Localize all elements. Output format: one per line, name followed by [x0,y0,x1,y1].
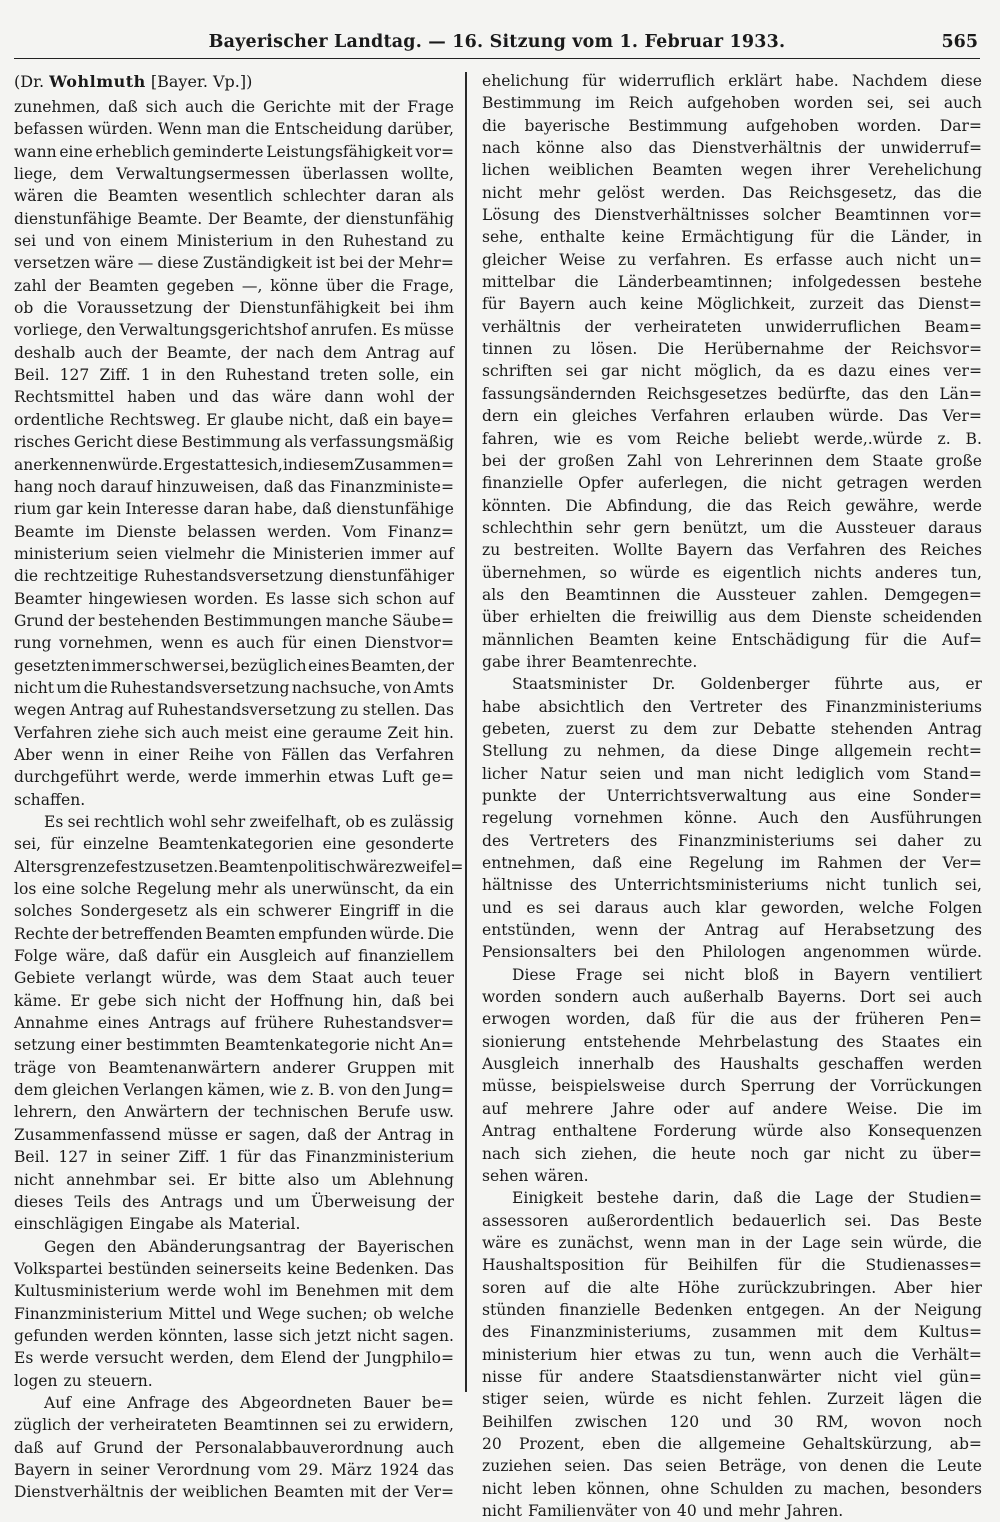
text-line: fassungsändernden Reichsgesetzes bedürfte, das den Län= [482,384,982,403]
text-line: Beamte im Dienste belassen werden. Vom Finanz= [14,522,454,541]
text-line: gefunden werden könnten, lasse sich jetzt nicht sagen. [14,1326,454,1345]
text-line: Rechte der betreffenden Beamten empfunden würde. Die [14,924,454,943]
text-line: Ausgleich innerhalb des Haushalts geschaffen werden [482,1055,982,1074]
text-line: zahl der Beamten gegeben —, könne über die Frage, [14,276,454,295]
speaker-name: Wohlmuth [49,72,146,91]
text-line: versetzen wäre — diese Zuständigkeit ist bei der Mehr= [14,254,454,273]
text-line: Folge wäre, daß dafür ein Ausgleich auf finanziellem [14,947,454,966]
text-line: Finanzministerium Mittel und Wege suchen; ob welche [14,1304,454,1323]
left-column-text [14,96,464,1504]
text-line: assessoren außerordentlich bedauerlich sei. Das Beste [482,1211,982,1230]
text-line: Altersgrenze festzusetzen. Beamtenpolitisch wäre zweifel= [14,857,464,876]
text-line: schaffen. [14,790,86,809]
text-line: ordentliche Rechtsweg. Er glaube nicht, daß ein baye= [14,410,454,429]
text-line: des Vertreters des Finanzministeriums sei daher zu [482,831,982,850]
text-line: bei der großen Zahl von Lehrerinnen dem Staate große [482,451,982,470]
text-line: hältnisse des Unterrichtsministeriums nicht tunlich sei, [482,876,982,895]
text-line: zunehmen, daß sich auch die Gerichte mit der Frage [14,98,454,116]
text-line: zuziehen seien. Das seien Beträge, von denen die Leute [482,1457,982,1476]
text-line: Grund der bestehenden Bestimmungen manche Säube= [14,611,454,630]
text-line: die bayerische Bestimmung aufgehoben worden. Dar= [482,116,982,135]
text-line: tinnen zu lösen. Die Herübernahme der Reichsvor= [482,340,982,359]
column-divider [465,72,467,1392]
text-line: einschlägigen Eingabe als Material. [14,1215,301,1234]
text-line: Antrag enthaltene Forderung würde also Konsequenzen [482,1122,982,1141]
speaker-open: (Dr. [14,72,45,91]
running-header [14,30,980,59]
text-line: Einigkeit bestehe darin, daß die Lage der Studien= [512,1189,982,1208]
text-line: befassen würden. Wenn man die Entscheidung darüber, [14,120,454,139]
text-line: Zusammenfassend müsse er sagen, daß der Antrag in [14,1125,454,1144]
page-number: 565 [941,32,978,52]
text-line: nicht mehr gelöst werden. Das Reichsgesetz, das die [482,183,982,202]
text-line: anerkennen würde. Er gestatte sich, in diesem Zusammen= [14,455,454,474]
text-line: Staatsminister Dr. Goldenberger führte aus, er [512,675,982,694]
text-line: soren auf die alte Höhe zurückzubringen. Aber hier [482,1278,982,1297]
text-line: lehrern, den Anwärtern der technischen Berufe usw. [14,1103,454,1122]
text-line: Bayern in seiner Verordnung vom 29. März 1924 das [14,1460,454,1479]
text-line: zu bestreiten. Wollte Bayern das Verfahren des Reiches [482,541,982,560]
text-line: über erhielten die freiwillig aus dem Dienste scheidenden [482,608,982,627]
text-line: Es sei rechtlich wohl sehr zweifelhaft, ob es zulässig [44,813,454,831]
text-line: habe absichtlich den Vertreter des Finanzministeriums [482,697,982,716]
text-line: züglich der verheirateten Beamtinnen sei zu erwidern, [14,1416,454,1435]
text-line: ministerium seien vielmehr die Ministerien immer auf [14,544,454,563]
text-line: deshalb auch der Beamte, der nach dem Antrag auf [14,343,454,362]
text-line: übernehmen, so würde es eigentlich nichts anderes tun, [482,563,982,582]
text-line: stünden finanzielle Bedenken entgegen. An der Neigung [482,1300,982,1319]
text-line: nicht Familienväter von 40 und mehr Jahren. [482,1502,844,1520]
text-line: gesetzten immer schwer sei, bezüglich eines Beamten, der [14,656,454,675]
text-line: Diese Frage sei nicht bloß in Bayern ventiliert [512,965,982,984]
text-line: nach sich ziehen, die heute noch gar nicht zu über= [482,1144,982,1163]
header-title: Bayerischer Landtag. — 16. Sitzung vom 1. Februar 1933. [208,32,786,52]
text-line: Beihilfen zwischen 120 und 30 RM, wovon noch [482,1412,982,1431]
text-line: Lösung des Dienstverhältnisses solcher Beamtinnen vor= [482,206,982,225]
text-line: ministerium hier etwas zu tun, wenn auch die Verhält= [482,1345,982,1364]
text-line: sei und von einem Ministerium in den Ruhestand zu [14,232,454,251]
text-line: gabe ihrer Beamtenrechte. [482,652,698,671]
text-line: sehen wären. [482,1166,589,1185]
text-line: Haushaltsposition für Beihilfen für die Studienasses= [482,1256,982,1275]
text-line: nicht annehmbar sei. Er bitte also um Ablehnung [14,1170,454,1189]
text-line: Stellung zu nehmen, da diese Dinge allgemein recht= [482,742,982,761]
text-line: hang noch darauf hinzuweisen, daß das Finanzministe= [14,477,454,496]
text-line: gebeten, zuerst zu dem zur Debatte stehenden Antrag [482,719,982,738]
text-line: wären die Beamten wesentlich schlechter daran als [14,187,454,206]
text-line: fahren, wie es vom Reiche beliebt werde,.würde z. B. [482,429,982,448]
text-line: nach könne also das Dienstverhältnis der unwiderruf= [482,139,982,158]
speaker-heading [14,70,454,96]
text-line: des Finanzministeriums, zusammen mit dem Kultus= [482,1323,982,1342]
text-line: Bestimmung im Reich aufgehoben worden sei, sei auch [482,94,982,113]
text-line: Annahme eines Antrags auf frühere Ruhestandsver= [14,1014,454,1033]
text-line: träge von Beamtenanwärtern anderer Gruppen mit [14,1058,454,1077]
text-line: nicht leben können, ohne Schulden zu machen, besonders [482,1479,982,1498]
text-line: vorliege, den Verwaltungsgerichtshof anrufen. Es müsse [14,321,454,340]
text-line: männlichen Beamten keine Entschädigung für die Auf= [482,630,982,649]
text-line: solches Sondergesetz als ein schwerer Eingriff in die [14,902,454,921]
text-line: Pensionsalters bei den Philologen angenommen würde. [482,943,982,962]
text-line: Beamter hingewiesen worden. Es lasse sich schon auf [14,589,454,608]
text-line: Dienstverhältnis der weiblichen Beamten mit der Ver= [14,1483,454,1502]
text-line: worden sondern auch außerhalb Bayerns. Dort sei auch [482,988,982,1007]
speaker-party: [Bayer. Vp.]) [150,72,253,91]
text-line: sionierung entstehende Mehrbelastung des Staates ein [482,1032,982,1051]
text-line: und es sei daraus auch klar geworden, welche Folgen [482,898,982,917]
text-line: rung vornehmen, wenn es auch für einen Dienstvor= [14,634,454,653]
text-line: die rechtzeitige Ruhestandsversetzung dienstunfähiger [14,567,454,586]
text-line: licher Natur seien und man nicht lediglich vom Stand= [482,764,982,783]
text-line: wegen Antrag auf Ruhestandsversetzung zu stellen. Das [14,701,454,720]
text-line: daß auf Grund der Personalabbauverordnung auch [14,1438,454,1457]
text-line: entstünden, wenn der Antrag auf Herabsetzung des [482,921,982,940]
text-line: Gebiete verlangt würde, was dem Staat auch teuer [14,969,454,988]
text-line: lichen weiblichen Beamten wegen ihrer Verehelichung [482,161,982,180]
text-line: Gegen den Abänderungsantrag der Bayerischen [44,1237,454,1256]
right-column-text [482,70,982,1522]
text-line: könnten. Die Abfindung, die das Reich gewähre, werde [482,496,982,515]
text-line: auf mehrere Jahre oder auf andere Weise. Die im [482,1099,982,1118]
left-column [14,70,464,1504]
text-line: Beil. 127 in seiner Ziff. 1 für das Finanzministerium [14,1148,454,1167]
text-line: Kultusministerium werde wohl im Benehmen mit dem [14,1282,454,1301]
text-line: 20 Prozent, eben die allgemeine Gehaltskürzung, ab= [482,1434,982,1453]
text-line: schlechthin sehr gern benützt, um die Aussteuer daraus [482,518,982,537]
text-line: müsse, beispielsweise durch Sperrung der Vorrückungen [482,1077,982,1096]
text-line: stiger seien, würde es nicht fehlen. Zurzeit lägen die [482,1390,982,1409]
text-line: mittelbar die Länderbeamtinnen; infolgedessen bestehe [482,273,982,292]
text-line: wann eine erheblich geminderte Leistungsfähigkeit vor= [14,142,454,161]
text-line: nicht um die Ruhestandsversetzung nachsuche, von Amts [14,678,454,697]
text-line: los eine solche Regelung mehr als unerwünscht, da ein [14,880,454,899]
text-line: Auf eine Anfrage des Abgeordneten Bauer be= [44,1393,454,1412]
text-line: Volkspartei bestünden seinerseits keine Bedenken. Das [14,1259,454,1278]
text-line: dienstunfähige Beamte. Der Beamte, der dienstunfähig [14,209,454,228]
text-line: dern ein gleiches Verfahren erlauben würde. Das Ver= [482,407,982,426]
text-line: für Bayern auch keine Möglichkeit, zurzeit das Dienst= [482,295,982,314]
text-line: dieses Teils des Antrags und um Überweisung der [14,1192,454,1211]
text-line: Aber wenn in einer Reihe von Fällen das Verfahren [14,745,454,764]
text-line: setzung einer bestimmten Beamtenkategorie nicht An= [14,1036,454,1055]
text-line: ehelichung für widerruflich erklärt habe. Nachdem diese [482,72,982,90]
text-line: als den Beamtinnen die Aussteuer zahlen. Demgegen= [482,585,982,604]
text-line: entnehmen, daß eine Regelung im Rahmen der Ver= [482,854,982,873]
text-line: Verfahren ziehe sich auch meist eine geraume Zeit hin. [14,723,454,742]
text-line: dem gleichen Verlangen kämen, wie z. B. von den Jung= [14,1081,454,1100]
text-line: ob die Voraussetzung der Dienstunfähigkeit bei ihm [14,299,454,318]
text-line: risches Gericht diese Bestimmung als verfassungsmäßig [14,433,454,452]
text-line: Es werde versucht werden, dem Elend der Jungphilo= [14,1349,454,1368]
text-line: punkte der Unterrichtsverwaltung aus eine Sonder= [482,787,982,805]
text-line: regelung vornehmen könne. Auch den Ausführungen [482,809,982,828]
right-column [482,70,982,1522]
text-line: durchgeführt werde, werde immerhin etwas Luft ge= [14,768,454,787]
text-line: logen zu steuern. [14,1371,153,1390]
text-line: erwogen worden, daß für die aus der früheren Pen= [482,1010,982,1029]
text-line: Beil. 127 Ziff. 1 in den Ruhestand treten solle, ein [14,366,454,385]
text-line: liege, dem Verwaltungsermessen überlassen wollte, [14,165,454,184]
text-line: Rechtsmittel haben und das wäre dann wohl der [14,388,454,407]
text-line: verhältnis der verheirateten unwiderruflichen Beam= [482,317,982,336]
text-line: käme. Er gebe sich nicht der Hoffnung hin, daß bei [14,991,454,1010]
text-line: schriften sei gar nicht möglich, da es dazu eines ver= [482,362,982,381]
text-line: nisse für andere Staatsdienstanwärter nicht viel gün= [482,1367,982,1386]
text-line: gleicher Weise zu verfahren. Es erfasse auch nicht un= [482,250,982,269]
text-line: sei, für einzelne Beamtenkategorien eine gesonderte [14,835,454,854]
text-line: wäre es zunächst, wenn man in der Lage sein würde, die [482,1233,982,1252]
text-line: sehe, enthalte keine Ermächtigung für die Länder, in [482,228,982,247]
text-line: finanzielle Opfer auferlegen, die nicht getragen werden [482,474,982,493]
text-line: rium gar kein Interesse daran habe, daß dienstunfähige [14,500,454,519]
